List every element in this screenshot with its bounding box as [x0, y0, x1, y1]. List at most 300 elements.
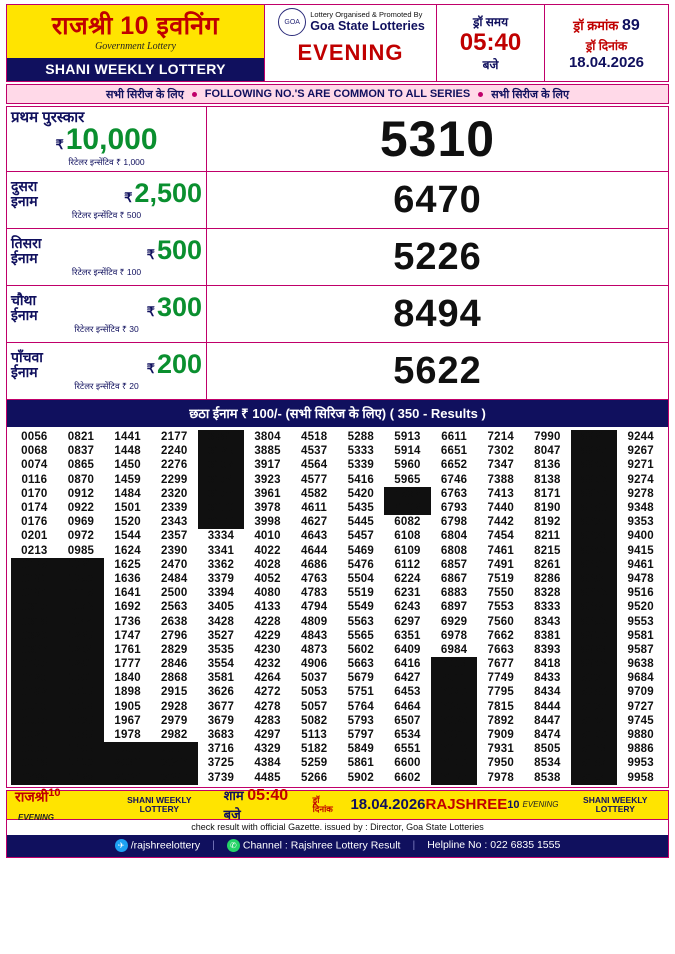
- bullet-icon: [478, 92, 483, 97]
- number-cell: 5965: [394, 473, 421, 486]
- number-cell: 1636: [114, 572, 141, 585]
- number-cell: 9553: [627, 615, 654, 628]
- number-cell: 5457: [347, 530, 374, 543]
- number-cell: 0837: [67, 445, 95, 458]
- table-row: [11, 714, 664, 728]
- number-cell: 4232: [254, 658, 281, 671]
- number-cell: 4080: [254, 587, 281, 600]
- number-cell: 5445: [347, 516, 374, 529]
- footer-right-sub: EVENING: [522, 800, 559, 810]
- number-cell: 0870: [67, 473, 95, 486]
- number-cell: 2638: [161, 615, 188, 628]
- number-cell: 4229: [254, 629, 281, 642]
- table-row: [11, 473, 664, 487]
- number-cell: 4133: [254, 601, 281, 614]
- number-cell: 5849: [347, 743, 374, 756]
- number-cell: 2563: [161, 601, 188, 614]
- number-cell: 4272: [254, 686, 281, 699]
- prize-amount: 300: [156, 292, 202, 322]
- number-cell: 9144: [571, 714, 618, 728]
- number-cell: 4763: [300, 572, 328, 585]
- number-cell: 3978: [254, 502, 281, 515]
- number-cell: 3428: [207, 615, 235, 628]
- number-cell: 8192: [534, 516, 561, 529]
- number-cell: 6763: [440, 487, 468, 500]
- number-cell: 3334: [207, 530, 235, 543]
- number-cell: 1625: [114, 558, 141, 571]
- number-cell: 2390: [161, 544, 188, 557]
- footer-right-number: 10: [507, 798, 520, 811]
- number-cell: 7662: [487, 629, 514, 642]
- lottery-name: SHANI WEEKLY LOTTERY: [7, 58, 264, 81]
- number-cell: 7440: [487, 502, 514, 515]
- retailer-incentive: रिटेलर इन्सेंटिव ₹ 1,000: [68, 157, 145, 168]
- number-cell: 4809: [300, 615, 328, 628]
- number-cell: 5182: [300, 743, 328, 756]
- prize-row: [7, 286, 668, 343]
- footer: [6, 786, 669, 858]
- number-cell: 3132: [198, 458, 245, 472]
- number-cell: 1624: [114, 544, 141, 557]
- number-cell: 5037: [300, 672, 328, 685]
- table-row: [11, 600, 664, 614]
- number-cell: 3007: [151, 742, 198, 756]
- number-cell: 7553: [487, 601, 514, 614]
- number-cell: 9953: [627, 757, 654, 770]
- number-cell: 3739: [207, 771, 235, 784]
- footer-time-value: 05:40: [247, 787, 289, 805]
- number-cell: 3961: [254, 487, 281, 500]
- telegram-link[interactable]: [115, 839, 200, 852]
- number-cell: 9709: [627, 686, 654, 699]
- table-row: [11, 728, 664, 742]
- number-cell: 6978: [440, 629, 468, 642]
- number-cell: 1254: [58, 643, 105, 657]
- number-cell: 2357: [161, 530, 188, 543]
- number-cell: 6984: [440, 643, 468, 656]
- draw-number-label: ड्रॉ क्रमांक: [573, 17, 619, 33]
- number-cell: 8418: [534, 658, 561, 671]
- telegram-icon: ✈: [115, 839, 128, 852]
- table-row: [11, 572, 664, 586]
- number-cell: 5057: [300, 700, 328, 713]
- number-cell: 9182: [571, 756, 618, 770]
- number-cell: 3581: [207, 672, 235, 685]
- footer-date-value: 18.04.2026: [350, 796, 426, 814]
- number-cell: 7388: [487, 473, 514, 486]
- number-cell: 0405: [11, 657, 58, 671]
- draw-time-block: [437, 5, 545, 81]
- number-cell: 1967: [114, 714, 141, 727]
- number-cell: 9271: [627, 459, 654, 472]
- number-cell: 3725: [207, 757, 235, 770]
- number-cell: 4228: [254, 615, 281, 628]
- number-cell: 8929: [571, 643, 618, 657]
- number-cell: 2829: [161, 643, 188, 656]
- number-cell: 8171: [534, 487, 561, 500]
- number-cell: 1441: [114, 431, 141, 444]
- number-cell: 1905: [114, 700, 141, 713]
- number-cell: 7413: [487, 487, 514, 500]
- number-cell: 6231: [394, 587, 421, 600]
- number-cell: 9156: [571, 728, 618, 742]
- notice-left: सभी सिरीज के लिए: [105, 88, 184, 101]
- header-brand-block: [7, 5, 265, 81]
- number-cell: 6416: [394, 658, 421, 671]
- number-cell: 4644: [300, 544, 328, 557]
- number-cell: 0969: [67, 516, 95, 529]
- prize-name-line2: इनाम: [11, 192, 38, 209]
- number-cell: 0535: [11, 714, 58, 728]
- number-cell: 9400: [627, 530, 654, 543]
- number-cell: 7061: [431, 728, 478, 742]
- organiser-row: [274, 5, 427, 36]
- number-cell: 6808: [440, 544, 468, 557]
- number-cell: 0170: [21, 487, 48, 500]
- table-row: [11, 756, 664, 770]
- number-cell: 0462: [11, 685, 58, 699]
- number-cell: 9581: [627, 629, 654, 642]
- number-cell: 9274: [627, 473, 654, 486]
- prize-name: चौथा: [11, 292, 37, 309]
- number-cell: 8505: [534, 743, 561, 756]
- number-cell: 6109: [394, 544, 421, 557]
- number-cell: 9348: [627, 502, 654, 515]
- number-cell: 0068: [21, 445, 48, 458]
- number-cell: 7136: [431, 756, 478, 770]
- number-cell: 6793: [440, 502, 468, 515]
- number-cell: 2105: [104, 771, 151, 785]
- winning-number: 5310: [379, 111, 496, 167]
- number-cell: 3998: [254, 516, 281, 529]
- number-cell: 8627: [571, 444, 618, 458]
- number-cell: 8444: [534, 700, 561, 713]
- brand-subtitle: Government Lottery: [95, 40, 176, 52]
- number-cell: 3405: [207, 601, 235, 614]
- number-cell: 5797: [347, 729, 374, 742]
- number-cell: 8447: [534, 714, 561, 727]
- number-cell: 9886: [627, 743, 654, 756]
- number-cell: 6351: [394, 629, 421, 642]
- number-cell: 7909: [487, 729, 514, 742]
- number-cell: 2339: [161, 502, 188, 515]
- number-cell: 8286: [534, 572, 561, 585]
- number-cell: 0635: [11, 742, 58, 756]
- table-row: [11, 657, 664, 671]
- number-cell: 6453: [394, 686, 421, 699]
- draw-number-value: 89: [621, 16, 640, 34]
- table-row: [11, 586, 664, 600]
- number-cell: 8433: [534, 672, 561, 685]
- number-cell: 8884: [571, 600, 618, 614]
- number-cell: 8215: [534, 544, 561, 557]
- number-cell: 2299: [161, 473, 188, 486]
- number-cell: 1336: [58, 714, 105, 728]
- currency-symbol: ₹: [146, 247, 155, 262]
- winning-number: 5622: [393, 349, 482, 392]
- number-cell: 5259: [300, 757, 328, 770]
- prize-row: [7, 343, 668, 400]
- number-cell: 4384: [254, 757, 281, 770]
- footer-disclaimer: check result with official Gazette. issued by : Director, Goa State Lotteries: [7, 819, 668, 835]
- numbers-table: [11, 430, 664, 785]
- number-cell: 8864: [571, 572, 618, 586]
- number-cell: 4264: [254, 672, 281, 685]
- prize-name-line2: ईनाम: [11, 249, 38, 266]
- number-cell: 1544: [114, 530, 141, 543]
- footer-time: [224, 786, 305, 823]
- number-cell: 4564: [300, 459, 328, 472]
- number-cell: 0627: [11, 728, 58, 742]
- number-cell: 4783: [300, 587, 328, 600]
- number-cell: 0326: [11, 629, 58, 643]
- number-cell: 1301: [58, 671, 105, 685]
- number-cell: 7070: [431, 742, 478, 756]
- number-cell: 7454: [487, 530, 514, 543]
- prize-name: पाँचवा: [11, 349, 43, 366]
- number-cell: 4518: [300, 431, 328, 444]
- number-cell: 4022: [254, 544, 281, 557]
- number-cell: 1747: [114, 629, 141, 642]
- number-cell: 4582: [300, 487, 328, 500]
- number-cell: 1501: [114, 502, 141, 515]
- number-cell: 3804: [254, 431, 281, 444]
- number-cell: 7157: [431, 771, 478, 785]
- number-cell: 3535: [207, 643, 235, 656]
- table-row: [11, 430, 664, 444]
- table-row: [11, 515, 664, 529]
- number-cell: 2868: [161, 672, 188, 685]
- prize-name-line2: ईनाम: [11, 363, 38, 380]
- number-cell: 8328: [534, 587, 561, 600]
- number-cell: 9478: [627, 572, 654, 585]
- number-cell: 6804: [440, 530, 468, 543]
- number-cell: 3923: [254, 473, 281, 486]
- number-cell: 9745: [627, 714, 654, 727]
- number-cell: 6002: [384, 501, 431, 515]
- number-cell: 5053: [300, 686, 328, 699]
- number-cell: 0074: [21, 459, 48, 472]
- draw-date-value: 18.04.2026: [568, 53, 645, 71]
- number-cell: 6082: [394, 516, 421, 529]
- number-cell: 4611: [301, 502, 328, 515]
- number-cell: 5793: [347, 714, 374, 727]
- whatsapp-link[interactable]: [227, 839, 401, 852]
- number-cell: 8653: [571, 473, 618, 487]
- number-cell: 0291: [11, 572, 58, 586]
- number-cell: 3626: [207, 686, 235, 699]
- table-row: [11, 614, 664, 628]
- number-cell: 5082: [300, 714, 328, 727]
- number-cell: 5266: [300, 771, 328, 784]
- number-cell: 7491: [487, 558, 514, 571]
- number-cell: 1226: [58, 629, 105, 643]
- number-cell: 3394: [207, 587, 235, 600]
- retailer-incentive: रिटेलर इन्सेंटिव ₹ 20: [74, 380, 139, 391]
- number-cell: 8780: [571, 501, 618, 515]
- retailer-incentive: रिटेलर इन्सेंटिव ₹ 30: [74, 323, 139, 334]
- table-row: [11, 501, 664, 515]
- number-cell: 0865: [67, 459, 95, 472]
- number-cell: 3081: [198, 430, 245, 444]
- number-cell: 3716: [207, 743, 235, 756]
- number-cell: 2484: [161, 572, 188, 585]
- number-cell: 6108: [394, 530, 421, 543]
- number-cell: 0387: [11, 643, 58, 657]
- number-cell: 3679: [207, 714, 235, 727]
- number-cell: 7795: [487, 686, 514, 699]
- number-cell: 2982: [161, 729, 188, 742]
- number-cell: 0768: [11, 771, 58, 785]
- footer-contacts: [7, 835, 668, 857]
- helpline-number: Helpline No : 022 6835 1555: [427, 839, 561, 852]
- table-row: [11, 458, 664, 472]
- table-row: [11, 671, 664, 685]
- number-cell: 0116: [21, 473, 48, 486]
- number-cell: 1459: [114, 473, 141, 486]
- winning-number: 6470: [393, 178, 482, 221]
- footer-shani-label: SHANI WEEKLY LOTTERY: [127, 794, 192, 814]
- prize-name: प्रथम पुरस्कार: [11, 108, 85, 126]
- table-row: [11, 629, 664, 643]
- number-cell: 5420: [347, 487, 374, 500]
- footer-brand-text: राजश्री: [15, 788, 49, 805]
- number-cell: 7046: [431, 700, 478, 714]
- organised-by-label: Lottery Organised & Promoted By: [310, 9, 423, 19]
- number-cell: 5435: [347, 502, 374, 515]
- common-series-notice: [6, 84, 669, 104]
- number-cell: 9244: [627, 431, 654, 444]
- number-cell: 2928: [161, 700, 188, 713]
- number-cell: 5549: [347, 601, 374, 614]
- number-cell: 0648: [11, 756, 58, 770]
- notice-center: FOLLOWING NO.'S ARE COMMON TO ALL SERIES: [204, 88, 471, 100]
- number-cell: 2092: [104, 756, 151, 770]
- number-cell: 2177: [161, 431, 188, 444]
- number-cell: 8047: [534, 445, 561, 458]
- number-cell: 5914: [394, 445, 421, 458]
- number-cell: 2008: [104, 742, 151, 756]
- number-cell: 8211: [534, 530, 561, 543]
- number-cell: 1736: [114, 615, 141, 628]
- number-cell: 1484: [114, 487, 141, 500]
- number-cell: 2276: [161, 459, 188, 472]
- currency-symbol: ₹: [146, 361, 155, 376]
- number-cell: 6651: [440, 445, 468, 458]
- footer-banner: [7, 786, 668, 823]
- number-cell: 9278: [627, 487, 654, 500]
- number-cell: 4873: [300, 643, 328, 656]
- draw-time-label: ड्रॉ समय: [472, 15, 509, 30]
- number-cell: 3125: [198, 444, 245, 458]
- table-row: [11, 444, 664, 458]
- number-cell: 2796: [161, 629, 188, 642]
- number-cell: 8873: [571, 586, 618, 600]
- number-cell: 5982: [384, 487, 431, 501]
- table-row: [11, 558, 664, 572]
- number-cell: 8434: [534, 686, 561, 699]
- number-cell: 4485: [254, 771, 281, 784]
- number-cell: 4052: [254, 572, 281, 585]
- number-cell: 8948: [571, 657, 618, 671]
- number-cell: 6507: [394, 714, 421, 727]
- number-cell: 9080: [571, 685, 618, 699]
- whatsapp-icon: ✆: [227, 839, 240, 852]
- number-cell: 5751: [347, 686, 374, 699]
- header: [6, 4, 669, 82]
- number-cell: 5469: [347, 544, 374, 557]
- number-cell: 7026: [431, 685, 478, 699]
- number-cell: 7461: [487, 544, 514, 557]
- number-cell: 1144: [58, 614, 105, 628]
- number-cell: 1021: [58, 558, 105, 572]
- number-cell: 3047: [151, 756, 198, 770]
- number-cell: 1450: [114, 459, 141, 472]
- number-cell: 3362: [207, 558, 235, 571]
- number-cell: 4686: [300, 558, 328, 571]
- number-cell: 9727: [627, 700, 654, 713]
- table-row: [11, 742, 664, 756]
- organiser-name: Goa State Lotteries: [310, 18, 425, 33]
- goa-seal-icon: GOA: [278, 8, 306, 36]
- draw-date-label: ड्रॉ दिनांक: [585, 38, 628, 53]
- number-cell: 1520: [114, 516, 141, 529]
- number-cell: 8534: [534, 757, 561, 770]
- number-cell: 1093: [58, 572, 105, 586]
- number-cell: 1261: [58, 657, 105, 671]
- number-cell: 4278: [254, 700, 281, 713]
- number-cell: 0294: [11, 586, 58, 600]
- number-cell: 1123: [58, 600, 105, 614]
- footer-right-block: [426, 796, 668, 814]
- winning-number: 8494: [393, 292, 482, 335]
- footer-right-brand: RAJSHREE: [425, 796, 508, 814]
- number-cell: 0985: [67, 544, 95, 557]
- number-cell: 6897: [440, 601, 468, 614]
- table-row: [11, 643, 664, 657]
- number-cell: 3885: [254, 445, 281, 458]
- number-cell: 8643: [571, 458, 618, 472]
- number-cell: 8621: [571, 430, 618, 444]
- number-cell: 6652: [440, 459, 468, 472]
- number-cell: 7677: [487, 658, 514, 671]
- sixth-prize-numbers: [6, 427, 669, 788]
- number-cell: 3157: [198, 487, 245, 501]
- number-cell: 4283: [254, 714, 281, 727]
- number-cell: 4643: [300, 530, 328, 543]
- retailer-incentive: रिटेलर इन्सेंटिव ₹ 100: [71, 266, 142, 277]
- number-cell: 1405: [58, 742, 105, 756]
- draw-number-row: [573, 16, 639, 35]
- number-cell: 4010: [254, 530, 281, 543]
- number-cell: 7892: [487, 714, 514, 727]
- notice-right: सभी सिरीज के लिए: [491, 88, 570, 101]
- number-cell: 4906: [300, 658, 328, 671]
- number-cell: 8393: [534, 643, 561, 656]
- footer-time-suffix: बजे: [223, 807, 241, 823]
- number-cell: 3683: [207, 729, 235, 742]
- number-cell: 9880: [627, 729, 654, 742]
- table-row: [11, 700, 664, 714]
- number-cell: 9267: [627, 445, 654, 458]
- number-cell: 5476: [347, 558, 374, 571]
- table-row: [11, 487, 664, 501]
- whatsapp-channel: Channel : Rajshree Lottery Result: [242, 838, 401, 851]
- number-cell: 5679: [347, 672, 374, 685]
- number-cell: 9194: [571, 771, 618, 785]
- number-cell: 0423: [11, 671, 58, 685]
- number-cell: 1978: [114, 729, 141, 742]
